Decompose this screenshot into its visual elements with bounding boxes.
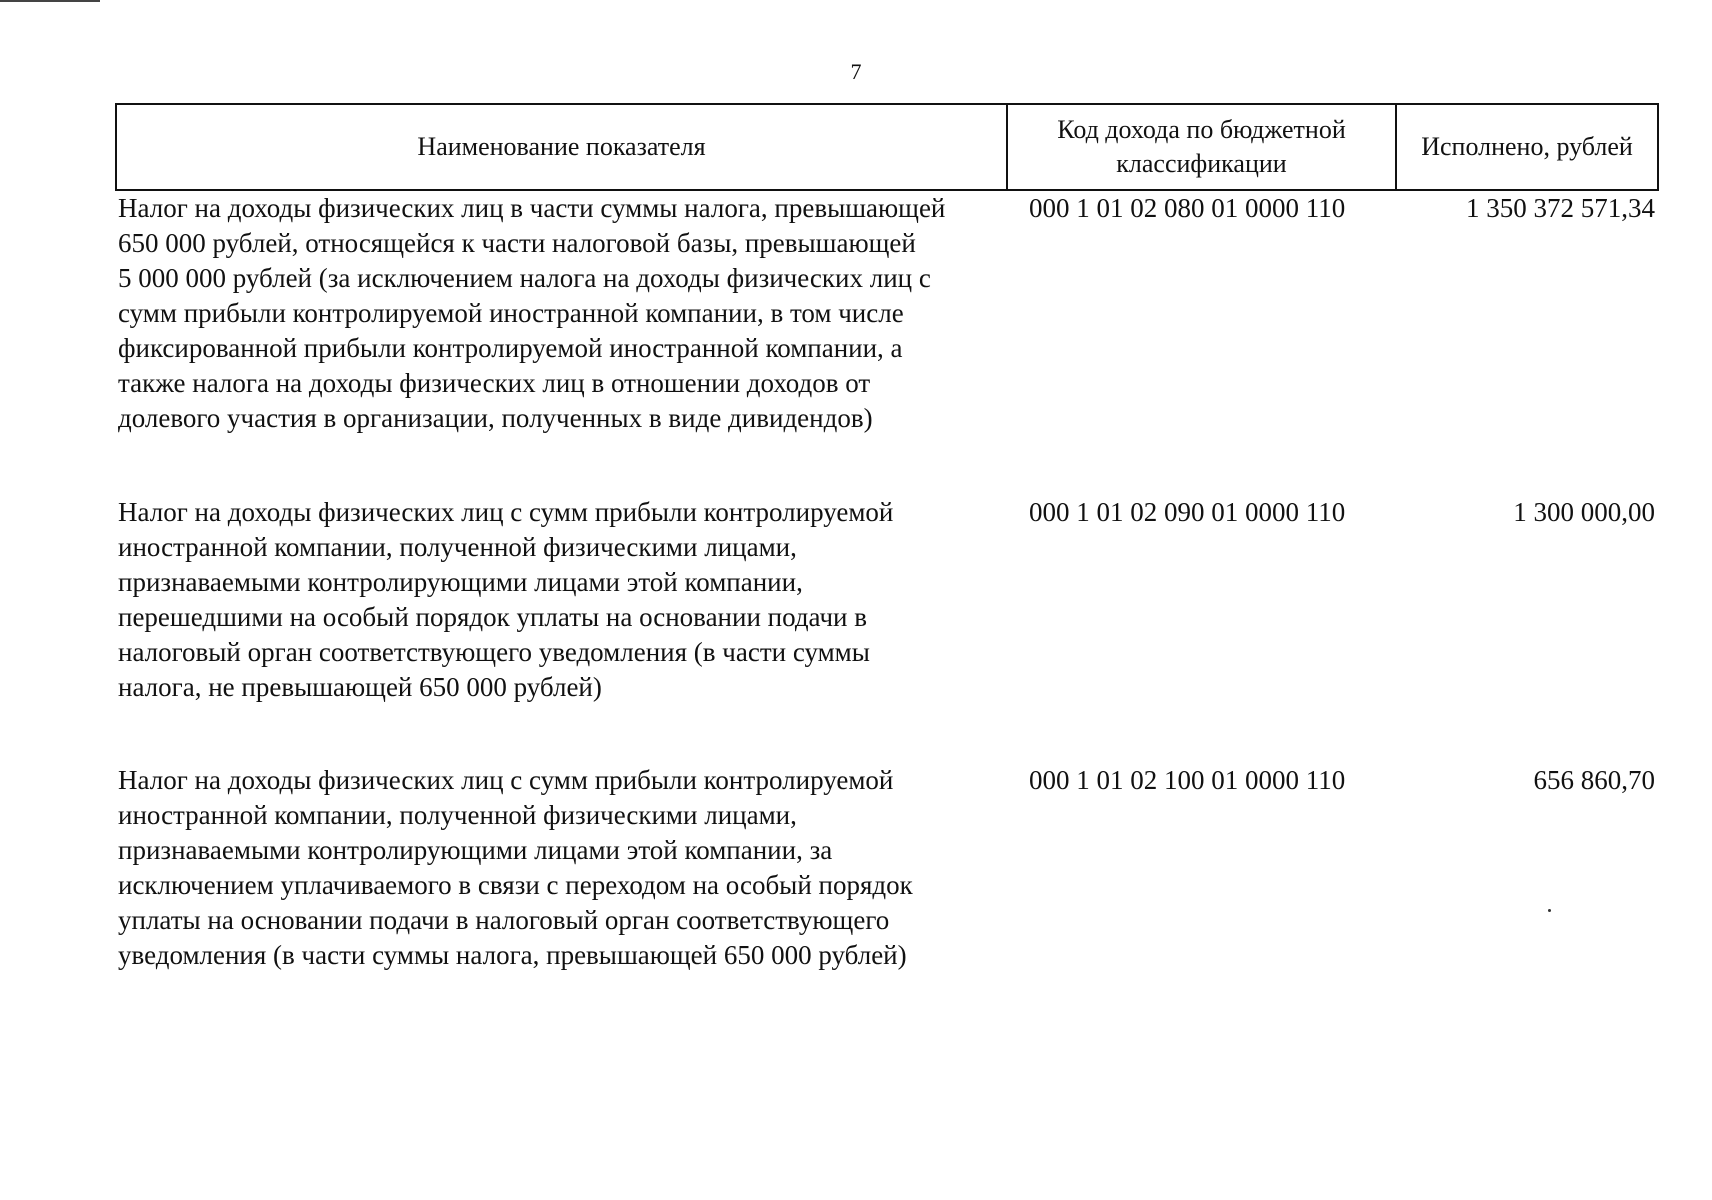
row-executed: 656 860,70 [1533, 765, 1655, 795]
header-executed: Исполнено, рублей [1395, 105, 1657, 189]
row-code: 000 1 01 02 100 01 0000 110 [1029, 765, 1346, 795]
header-name: Наименование показателя [417, 132, 706, 161]
row-name: Налог на доходы физических лиц в части суммы налога, превышающей 650 000 рублей, относящейся к части налоговой базы, превышающей 5 000 000 рублей (за исключением налога на доходы физических лиц с сумм прибыли контролируемой иностранной компании, в том числе фиксированной прибыли контролируемой иностранной компании, а также налога на доходы физических лиц в отношении доходов от долевого участия в организации, полученных в виде дивидендов) [118, 193, 946, 433]
table-row [115, 191, 1659, 431]
row-name: Налог на доходы физических лиц с сумм прибыли контролируемой иностранной компании, полученной физическими лицами, признаваемыми контролирующими лицами этой компании, за исключением уплачиваемого в связи с переходом на особый порядок уплаты на основании подачи в налоговый орган соответствующего уведомления (в части суммы налога, превышающей 650 000 рублей) [118, 765, 913, 970]
row-code: 000 1 01 02 080 01 0000 110 [1029, 193, 1346, 223]
row-code: 000 1 01 02 090 01 0000 110 [1029, 497, 1346, 527]
table-row [115, 763, 1659, 983]
scan-edge-line [0, 0, 100, 2]
scan-speck [1548, 909, 1551, 912]
page-number: 7 [850, 59, 862, 84]
table-header [115, 103, 1659, 191]
header-code: Код дохода по бюджетной классификации [1006, 105, 1395, 189]
row-executed: 1 300 000,00 [1513, 497, 1655, 527]
row-name: Налог на доходы физических лиц с сумм прибыли контролируемой иностранной компании, полученной физическими лицами, признаваемыми контролирующими лицами этой компании, перешедшими на особый порядок уплаты на основании подачи в налоговый орган соответствующего уведомления (в части суммы налога, не превышающей 650 000 рублей) [118, 497, 894, 702]
table-row [115, 495, 1659, 715]
revenue-table [115, 103, 1659, 970]
row-executed: 1 350 372 571,34 [1466, 193, 1655, 223]
